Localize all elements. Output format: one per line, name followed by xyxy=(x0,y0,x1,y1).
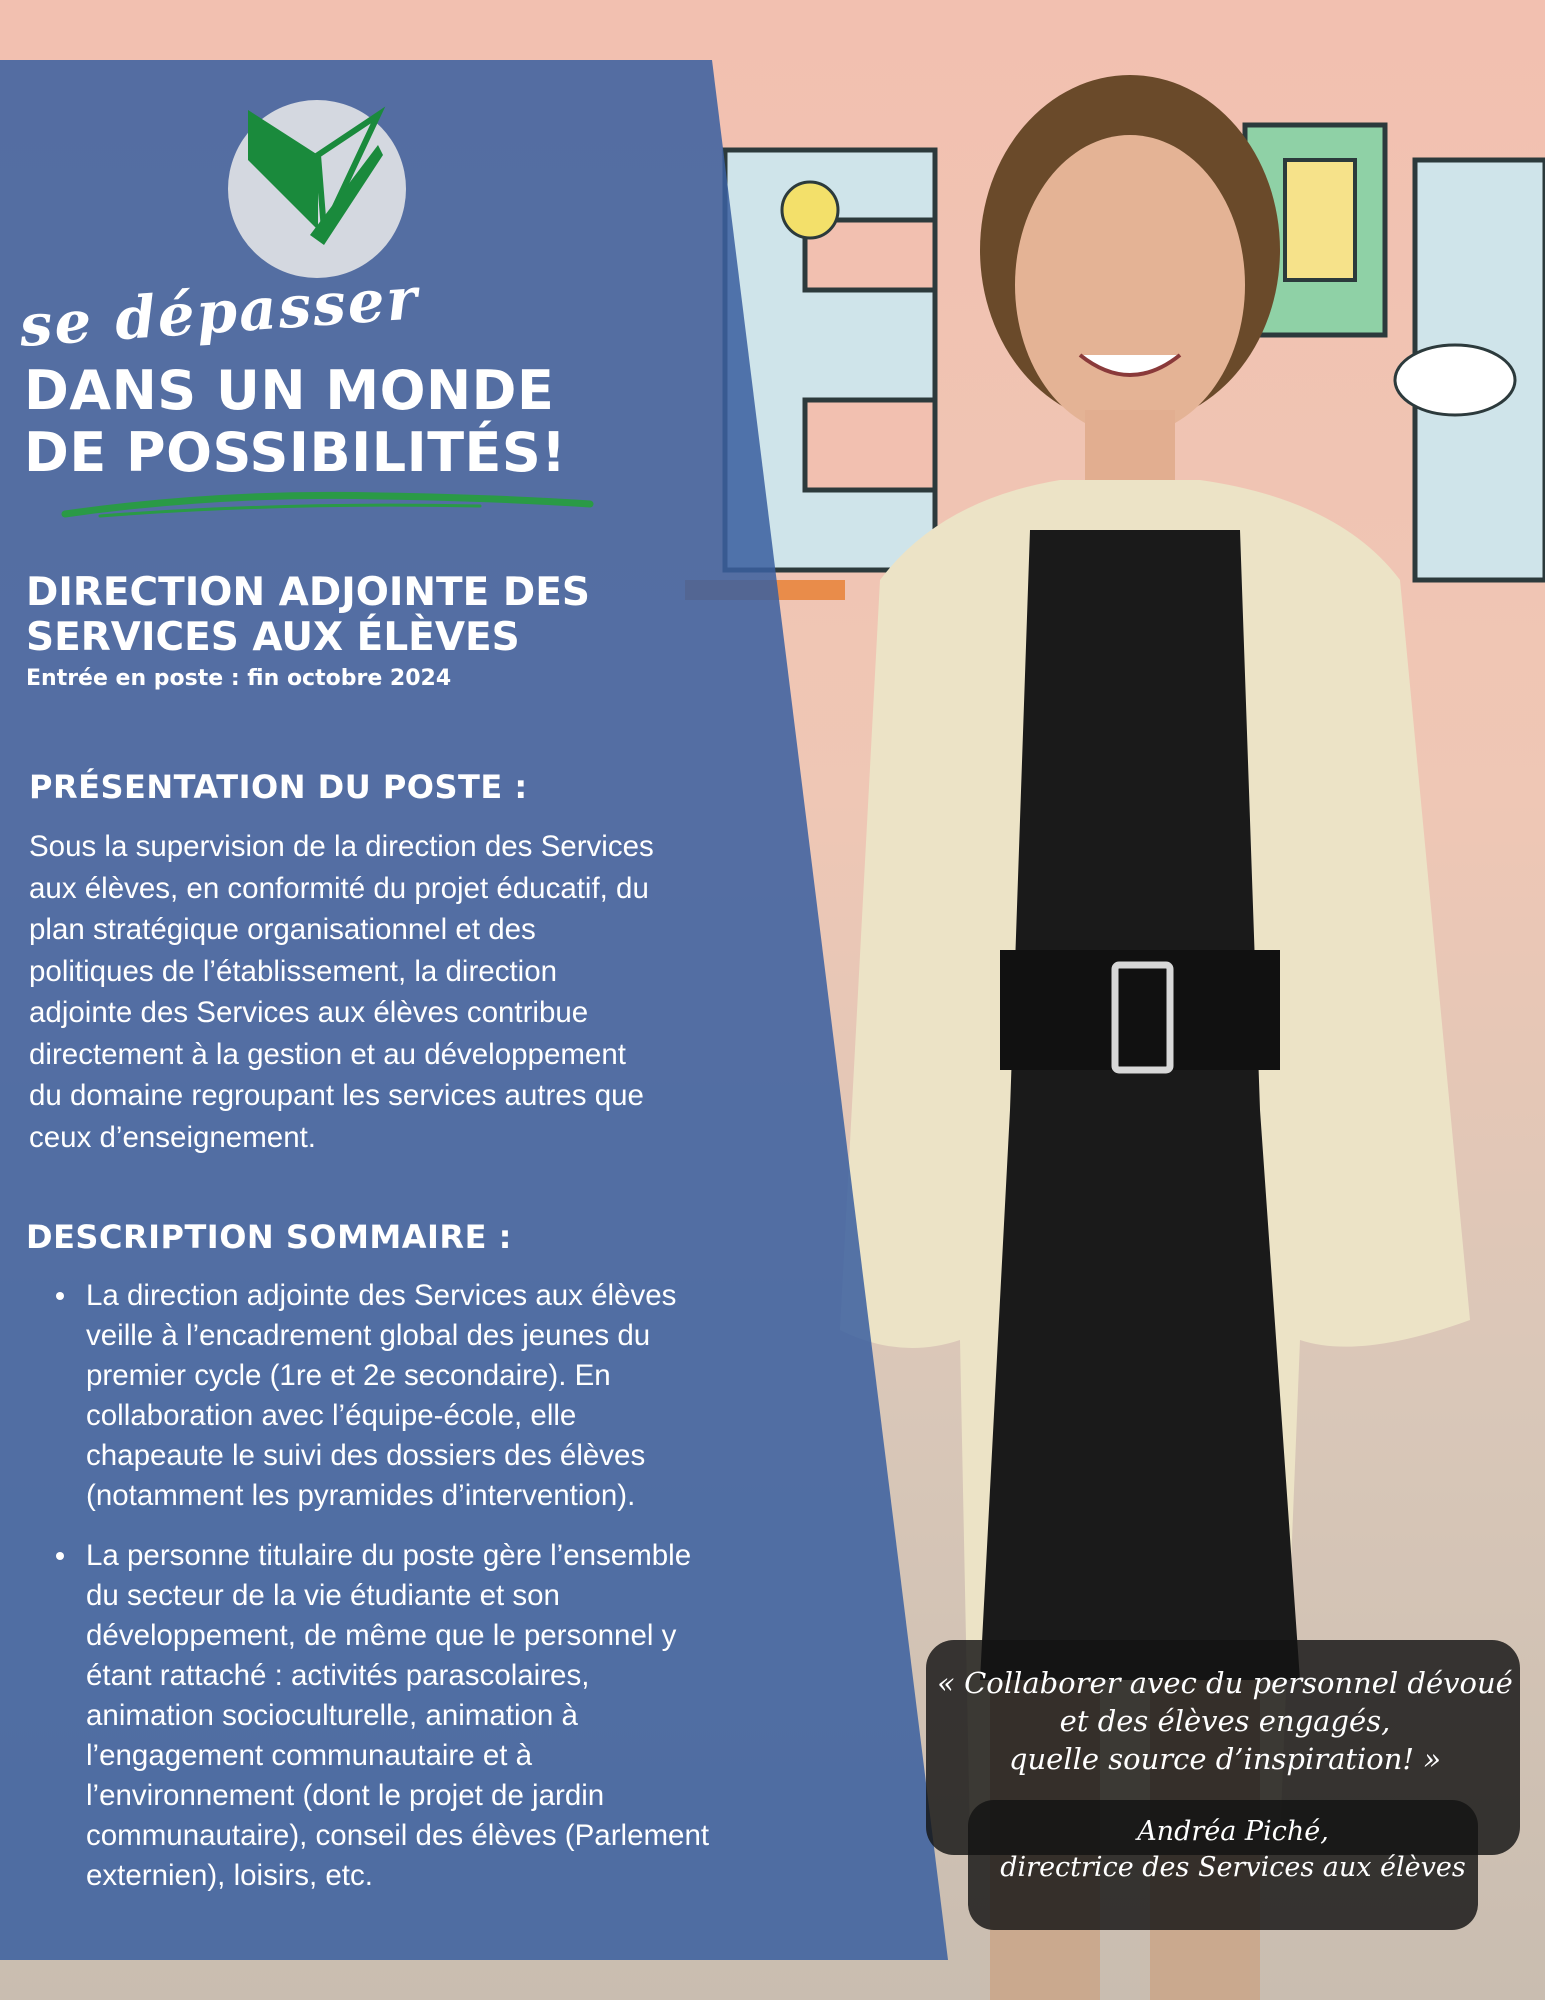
text-line: du secteur de la vie étudiante et son xyxy=(86,1579,560,1612)
text-line: aux élèves, en conformité du projet éducatif, du xyxy=(29,871,649,905)
bullet-icon xyxy=(56,1552,64,1560)
job-title xyxy=(26,570,746,660)
text-line: animation socioculturelle, animation à xyxy=(86,1699,578,1732)
checkmark-logo-icon xyxy=(228,100,406,278)
description-title: DESCRIPTION SOMMAIRE : xyxy=(26,1218,512,1256)
quote-line-1: « Collaborer avec du personnel dévoué xyxy=(937,1666,1513,1700)
quote-author-role: directrice des Services aux élèves xyxy=(1000,1852,1466,1883)
job-title-line-1: DIRECTION ADJOINTE DES xyxy=(26,570,590,615)
quote-text xyxy=(930,1664,1520,1778)
text-line: développement, de même que le personnel y xyxy=(86,1619,677,1652)
school-logo xyxy=(228,100,406,278)
text-line: La direction adjointe des Services aux élèves xyxy=(86,1279,677,1312)
text-line: l’engagement communautaire et à xyxy=(86,1739,533,1772)
text-line: veille à l’encadrement global des jeunes du xyxy=(86,1319,651,1352)
headline xyxy=(24,360,724,484)
text-line: communautaire), conseil des élèves (Parlement xyxy=(86,1819,710,1852)
text-line: (notamment les pyramides d’intervention). xyxy=(86,1479,636,1512)
text-line: La personne titulaire du poste gère l’ensemble xyxy=(86,1539,692,1572)
description-list xyxy=(56,1276,836,1916)
green-brush-stroke xyxy=(60,484,600,524)
list-item xyxy=(56,1536,836,1896)
bullet-icon xyxy=(56,1292,64,1300)
quote-author xyxy=(968,1814,1498,1886)
tagline-script: se dépasser xyxy=(17,264,422,360)
text-line: adjointe des Services aux élèves contribue xyxy=(29,996,589,1029)
presentation-title: PRÉSENTATION DU POSTE : xyxy=(29,768,528,806)
list-item xyxy=(56,1276,836,1516)
text-line: externien), loisirs, etc. xyxy=(86,1859,373,1892)
headline-line-1: DANS UN MONDE xyxy=(24,359,555,422)
quote-line-2: et des élèves engagés, xyxy=(1059,1704,1391,1738)
text-line: chapeaute le suivi des dossiers des élèves xyxy=(86,1439,646,1472)
text-line: directement à la gestion et au développement xyxy=(29,1037,626,1071)
presentation-text xyxy=(29,826,799,1158)
text-line: politiques de l’établissement, la direction xyxy=(29,954,558,988)
headline-line-2: DE POSSIBILITÉS! xyxy=(24,421,567,484)
start-date: Entrée en poste : fin octobre 2024 xyxy=(26,666,452,691)
job-title-line-2: SERVICES AUX ÉLÈVES xyxy=(26,615,520,660)
quote-line-3: quelle source d’inspiration! » xyxy=(1008,1742,1442,1776)
text-line: collaboration avec l’équipe-école, elle xyxy=(86,1399,577,1432)
text-line: plan stratégique organisationnel et des xyxy=(29,913,536,946)
text-line: étant rattaché : activités parascolaires, xyxy=(86,1659,590,1692)
text-line: premier cycle (1re et 2e secondaire). En xyxy=(86,1359,611,1392)
text-line: ceux d’enseignement. xyxy=(29,1120,316,1154)
text-line: l’environnement (dont le projet de jardin xyxy=(86,1779,605,1812)
quote-author-name: Andréa Piché, xyxy=(1137,1816,1329,1847)
text-line: du domaine regroupant les services autres que xyxy=(29,1079,644,1112)
text-line: Sous la supervision de la direction des Services xyxy=(29,830,654,863)
